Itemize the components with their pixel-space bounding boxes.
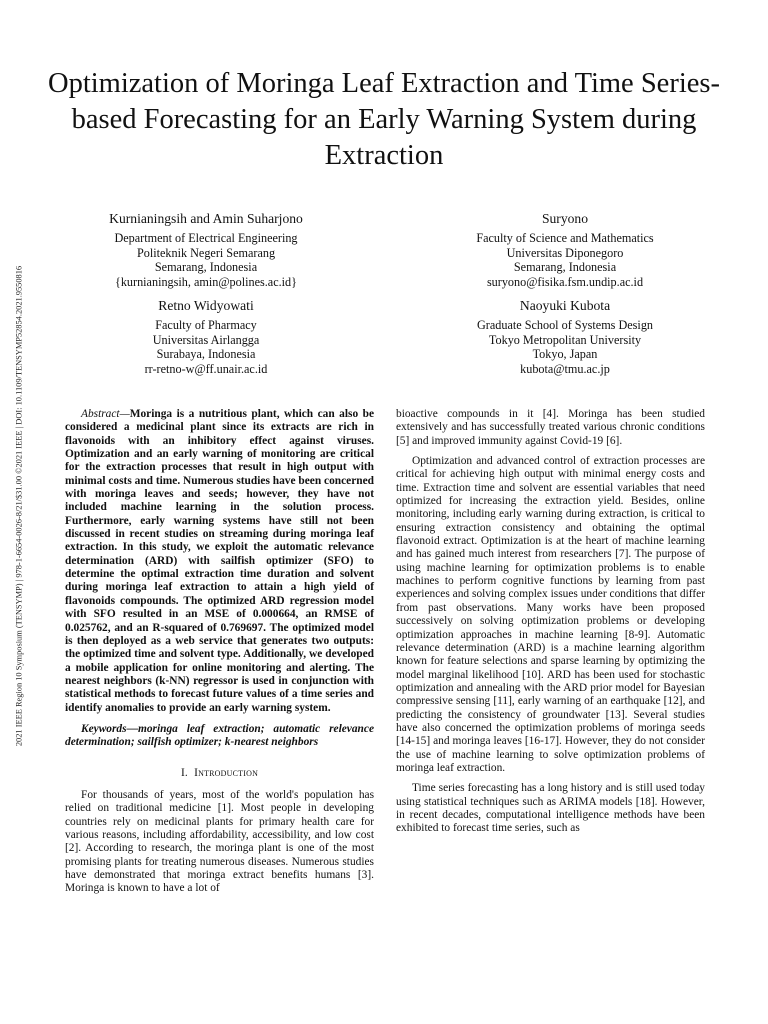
author-block-3 xyxy=(56,298,356,376)
author-affiliation: Tokyo Metropolitan University xyxy=(488,332,642,347)
section-title: Introduction xyxy=(194,766,259,779)
body-paragraph: Optimization and advanced control of extraction processes are critical for achieving high output with minimal energy costs and time. Extraction time and solvent are essential variables that need optimized for increasing the extraction yield. Besides, online monitoring, including early warning during extraction, is critical to ensuring extraction consistency and obtaining the optimal flavonoid extract. Optimization is at the heart of machine learning and has gained much interest from researchers [7]. The purpose of using machine learning for optimization problems is to enable machines to perform cognitive functions by learning from past experiences and solving complex issues under conditions that differ from past observations. Many works have been proposed successively on solving optimization problems or developing optimization approaches in machine learning [8-9]. Automatic relevance determination (ARD) is a machine learning algorithm known for feature selections and sparse learning by optimizing the model marginal likelihood [10]. ARD has been used for stochastic optimization and annealing with the ARD prior model for Bayesian compressive sensing [11], early warning of an earthquake [12], and predicting the consistency of groundwater [13]. Several studies have also concerned the optimization problems of moringa seeds [14-15] and moringa leaves [16-17]. However, they do not consider the use of machine learning to solve optimization problems of moringa leaf extraction. xyxy=(396,455,705,774)
section-number: I. xyxy=(180,766,188,779)
body-paragraph: Time series forecasting has a long history and is still used today using statistical techniques such as ARIMA models [18]. However, in recent decades, computational intelligence methods have been exhibited to forecast time series, such as xyxy=(396,782,705,835)
doi-side-strip xyxy=(12,240,26,772)
abstract xyxy=(65,408,374,715)
author-name: Suryono xyxy=(541,211,589,226)
author-name: Kurnianingsih and Amin Suharjono xyxy=(109,211,303,226)
author-email: suryono@fisika.fsm.undip.ac.id xyxy=(486,274,644,289)
left-column xyxy=(65,408,374,896)
author-affiliation: Department of Electrical Engineering xyxy=(114,231,298,245)
author-email: {kurnianingsih, amin@polines.ac.id} xyxy=(114,274,297,289)
author-location: Semarang, Indonesia xyxy=(154,260,258,274)
author-affiliation: Graduate School of Systems Design xyxy=(476,318,654,332)
author-location: Semarang, Indonesia xyxy=(513,260,617,274)
author-affiliation: Universitas Diponegoro xyxy=(506,245,624,260)
intro-paragraph: For thousands of years, most of the world's population has relied on traditional medicine [1]. Most people in developing countries rely on medicinal plants for primary health care for various reasons, including affordability, accessibility, and low cost [2]. According to research, the moringa plant is one of the most promising plants for treating numerous diseases. Numerous studies have demonstrated that moringa extract benefits humans [3]. Moringa is known to have a lot of xyxy=(65,788,374,895)
doi-side-text: 2021 IEEE Region 10 Symposium (TENSYMP) | 978-1-6654-0026-8/21/$31.00 ©2021 IEEE | DOI: 10.1109/TENSYMP52854.2021.9550816 xyxy=(14,265,24,747)
author-affiliation: Universitas Airlangga xyxy=(152,332,260,347)
author-affiliation: Politeknik Negeri Semarang xyxy=(136,245,276,260)
author-email: kubota@tmu.ac.jp xyxy=(520,361,610,376)
keywords: Keywords—moringa leaf extraction; automatic relevance determination; sailfish optimizer; k-nearest neighbors xyxy=(65,722,374,749)
author-name: Naoyuki Kubota xyxy=(519,298,611,313)
author-block-4 xyxy=(415,298,715,376)
right-column xyxy=(396,408,705,836)
author-location: Surabaya, Indonesia xyxy=(156,347,256,361)
author-block-2 xyxy=(415,211,715,289)
body-paragraph: bioactive compounds in it [4]. Moringa has been studied extensively and has successfully treated various chronic conditions [5] and improved immunity against Covid-19 [6]. xyxy=(396,408,705,447)
author-affiliation: Faculty of Science and Mathematics xyxy=(476,231,654,245)
author-block-1 xyxy=(56,211,356,289)
author-location: Tokyo, Japan xyxy=(532,347,598,361)
author-affiliation: Faculty of Pharmacy xyxy=(155,318,257,332)
abstract-text: Moringa is a nutritious plant, which can also be considered a medicinal plant since its extracts are rich in flavonoids with an inhibitory effect against viruses. Optimization and an early warning of monitoring are critical for the extraction processes that result in high output with minimal costs and time. Numerous studies have been concerned with moringa leaves and seeds; however, they have not included machine learning in the solution process. Furthermore, early warning systems have still not been discussed in recent studies on streaming during moringa leaf extraction. In this study, we exploit the automatic relevance determination (ARD) with sailfish optimizer (SFO) to determine the optimal extraction time duration and solvent during moringa leaf extraction to attain a high yield of flavonoids compounds. The optimized ARD regression model with SFO resulted in an MSE of 0.000664, an RMSE of 0.025762, and an R-squared of 0.769697. The optimized model is then deployed as a web service that generates two outputs: the optimized time and solvent type. Additionally, we developed a mobile application for online monitoring and alerting. The nearest neighbors (k-NN) regressor is used in conjunction with statistical methods to forecast future values of a time series and identify anomalies to provide an early warning system. xyxy=(65,408,374,714)
author-email: rr-retno-w@ff.unair.ac.id xyxy=(144,361,268,376)
section-heading-introduction xyxy=(65,767,374,780)
author-name: Retno Widyowati xyxy=(158,298,254,313)
paper-title: Optimization of Moringa Leaf Extraction and Time Series-based Forecasting for an Early Warning System during Extraction xyxy=(48,68,720,171)
abstract-lead: Abstract— xyxy=(81,408,130,420)
